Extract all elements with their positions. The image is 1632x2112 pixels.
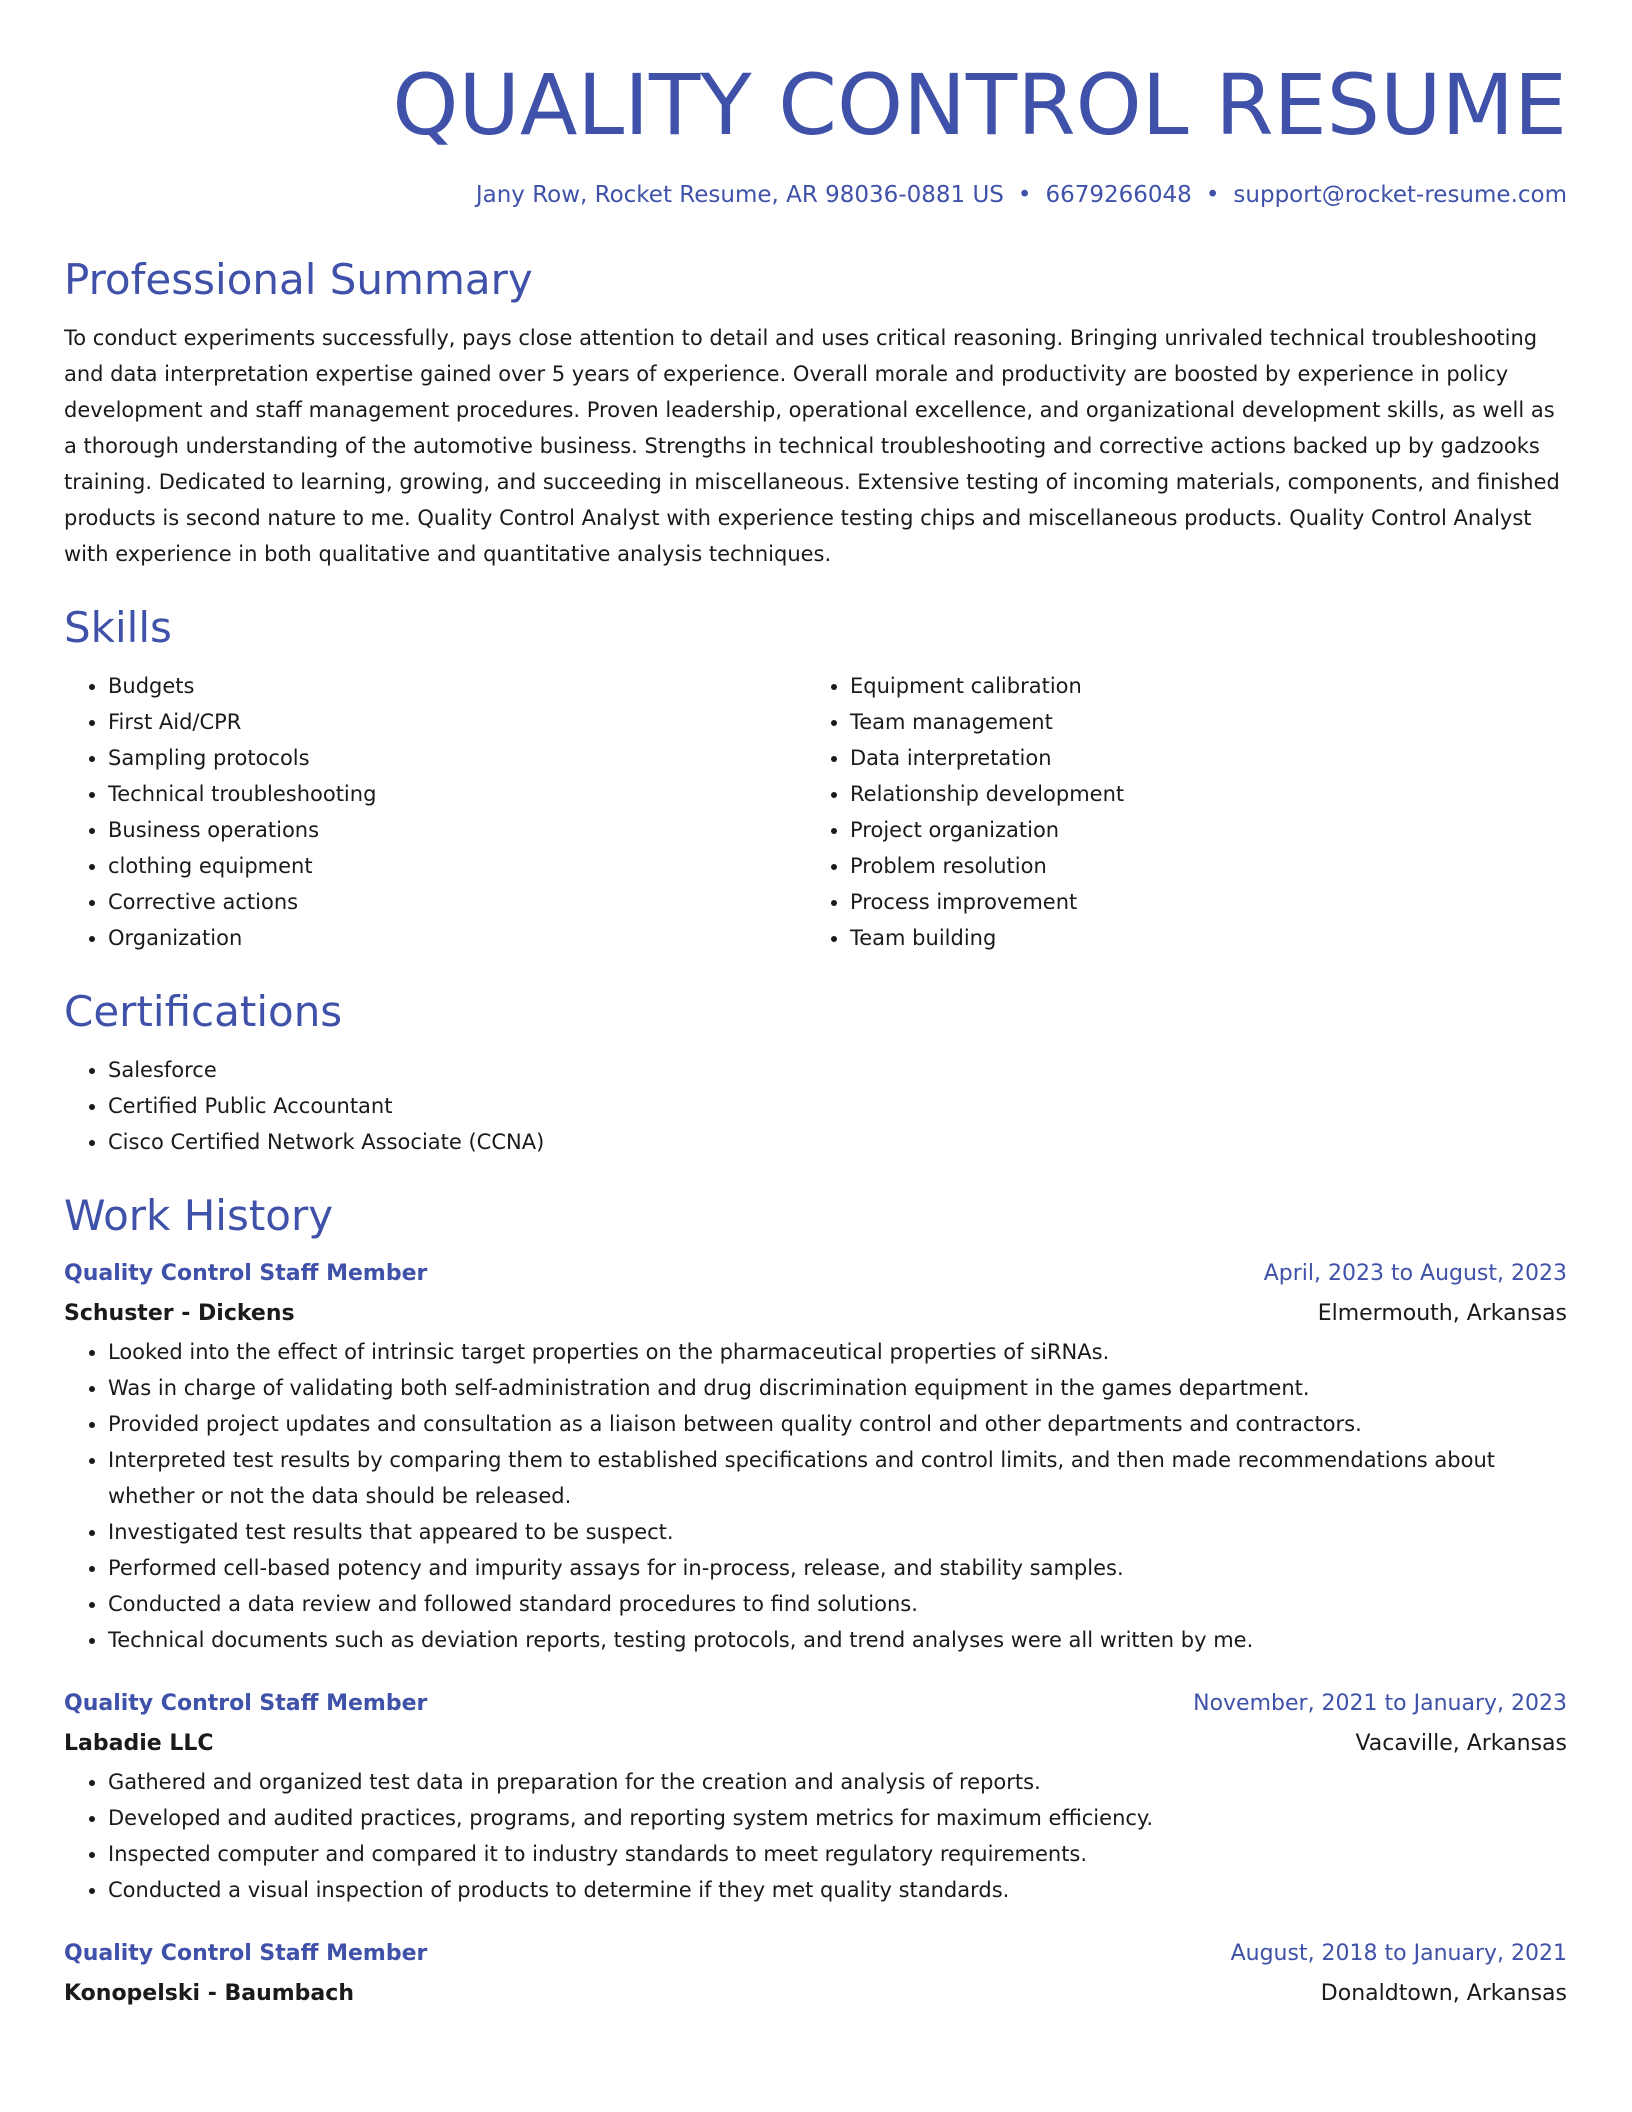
job-bullet: • Developed and audited practices, programs, and reporting system metrics for maximum efficiency. bbox=[108, 1800, 1567, 1836]
contact-line bbox=[64, 178, 1567, 212]
job-entry bbox=[64, 1684, 1567, 1908]
skills-heading: Skills bbox=[64, 603, 172, 652]
contact-separator: • bbox=[1205, 182, 1220, 208]
resume-page bbox=[64, 40, 1567, 2014]
job-location: Elmermouth, Arkansas bbox=[1317, 1301, 1567, 1326]
skill-item: • Team management bbox=[850, 704, 1548, 740]
job-bullet: • Interpreted test results by comparing them to established specifications and control limits, and then made recommendations about whether or not the data should be released. bbox=[108, 1442, 1567, 1514]
job-title-row bbox=[64, 1254, 1567, 1294]
job-bullet: • Provided project updates and consultation as a liaison between quality control and other departments and contractors. bbox=[108, 1406, 1567, 1442]
job-company: Konopelski - Baumbach bbox=[64, 1981, 354, 2006]
contact-separator: • bbox=[1017, 182, 1032, 208]
job-location: Vacaville, Arkansas bbox=[1355, 1731, 1567, 1756]
contact-phone: 6679266048 bbox=[1045, 182, 1192, 208]
certifications-list bbox=[64, 1052, 1567, 1160]
job-dates: April, 2023 to August, 2023 bbox=[1263, 1261, 1567, 1286]
skill-item: • Team building bbox=[850, 920, 1548, 956]
skill-item: • Process improvement bbox=[850, 884, 1548, 920]
resume-title: QUALITY CONTROL RESUME bbox=[392, 56, 1567, 154]
job-title: Quality Control Staff Member bbox=[64, 1941, 428, 1966]
job-company-row bbox=[64, 1294, 1567, 1334]
job-bullets bbox=[64, 1764, 1567, 1908]
job-entry bbox=[64, 1254, 1567, 1658]
skill-item: • Organization bbox=[108, 920, 806, 956]
certifications-heading: Certifications bbox=[64, 987, 343, 1036]
skill-item: • First Aid/CPR bbox=[108, 704, 806, 740]
job-company: Labadie LLC bbox=[64, 1731, 214, 1756]
job-title: Quality Control Staff Member bbox=[64, 1261, 428, 1286]
skill-item: • Budgets bbox=[108, 668, 806, 704]
certification-item: • Certified Public Accountant bbox=[108, 1088, 1567, 1124]
skill-item: • Problem resolution bbox=[850, 848, 1548, 884]
job-title: Quality Control Staff Member bbox=[64, 1691, 428, 1716]
skills-column-right bbox=[806, 668, 1548, 956]
job-bullet: • Conducted a data review and followed standard procedures to find solutions. bbox=[108, 1586, 1567, 1622]
job-bullet: • Performed cell-based potency and impurity assays for in-process, release, and stability samples. bbox=[108, 1550, 1567, 1586]
skills-list-right bbox=[806, 668, 1548, 956]
job-bullets bbox=[64, 1334, 1567, 1658]
skill-item: • Corrective actions bbox=[108, 884, 806, 920]
skill-item: • Project organization bbox=[850, 812, 1548, 848]
job-bullet: • Investigated test results that appeared to be suspect. bbox=[108, 1514, 1567, 1550]
job-location: Donaldtown, Arkansas bbox=[1320, 1981, 1567, 2006]
summary-text: To conduct experiments successfully, pays close attention to detail and uses critical reasoning. Bringing unrivaled technical troubleshooting and data interpretation expertise gained over 5 years of experience. Overall morale and productivity are boosted by experience in policy development and staff management procedures. Proven leadership, operational excellence, and organizational development skills, as well as a thorough understanding of the automotive business. Strengths in technical troubleshooting and corrective actions backed up by gadzooks training. Dedicated to learning, growing, and succeeding in miscellaneous. Extensive testing of incoming materials, components, and finished products is second nature to me. Quality Control Analyst with experience testing chips and miscellaneous products. Quality Control Analyst with experience in both qualitative and quantitative analysis techniques. bbox=[64, 326, 1560, 566]
job-bullet: • Inspected computer and compared it to industry standards to meet regulatory requirements. bbox=[108, 1836, 1567, 1872]
contact-address: Jany Row, Rocket Resume, AR 98036-0881 US bbox=[475, 182, 1004, 208]
skill-item: • Sampling protocols bbox=[108, 740, 806, 776]
job-company: Schuster - Dickens bbox=[64, 1301, 295, 1326]
job-company-row bbox=[64, 1974, 1567, 2014]
job-bullet: • Technical documents such as deviation reports, testing protocols, and trend analyses were all written by me. bbox=[108, 1622, 1567, 1658]
skill-item: • Equipment calibration bbox=[850, 668, 1548, 704]
contact-email[interactable]: support@rocket-resume.com bbox=[1233, 182, 1567, 208]
job-dates: August, 2018 to January, 2021 bbox=[1230, 1941, 1567, 1966]
skill-item: • Technical troubleshooting bbox=[108, 776, 806, 812]
summary-heading: Professional Summary bbox=[64, 255, 533, 304]
work-history-heading: Work History bbox=[64, 1191, 334, 1240]
job-bullet: • Was in charge of validating both self-administration and drug discrimination equipment in the games department. bbox=[108, 1370, 1567, 1406]
job-company-row bbox=[64, 1724, 1567, 1764]
certification-item: • Cisco Certified Network Associate (CCNA) bbox=[108, 1124, 1567, 1160]
skill-item: • Business operations bbox=[108, 812, 806, 848]
job-dates: November, 2021 to January, 2023 bbox=[1193, 1691, 1567, 1716]
skill-item: • Data interpretation bbox=[850, 740, 1548, 776]
skill-item: • clothing equipment bbox=[108, 848, 806, 884]
job-title-row bbox=[64, 1684, 1567, 1724]
skills-grid bbox=[64, 668, 1567, 956]
certification-item: • Salesforce bbox=[108, 1052, 1567, 1088]
skills-column-left bbox=[64, 668, 806, 956]
job-bullet: • Conducted a visual inspection of products to determine if they met quality standards. bbox=[108, 1872, 1567, 1908]
job-bullet: • Gathered and organized test data in preparation for the creation and analysis of reports. bbox=[108, 1764, 1567, 1800]
job-title-row bbox=[64, 1934, 1567, 1974]
job-entry bbox=[64, 1934, 1567, 2014]
skill-item: • Relationship development bbox=[850, 776, 1548, 812]
job-bullet: • Looked into the effect of intrinsic target properties on the pharmaceutical properties of siRNAs. bbox=[108, 1334, 1567, 1370]
skills-list-left bbox=[64, 668, 806, 956]
